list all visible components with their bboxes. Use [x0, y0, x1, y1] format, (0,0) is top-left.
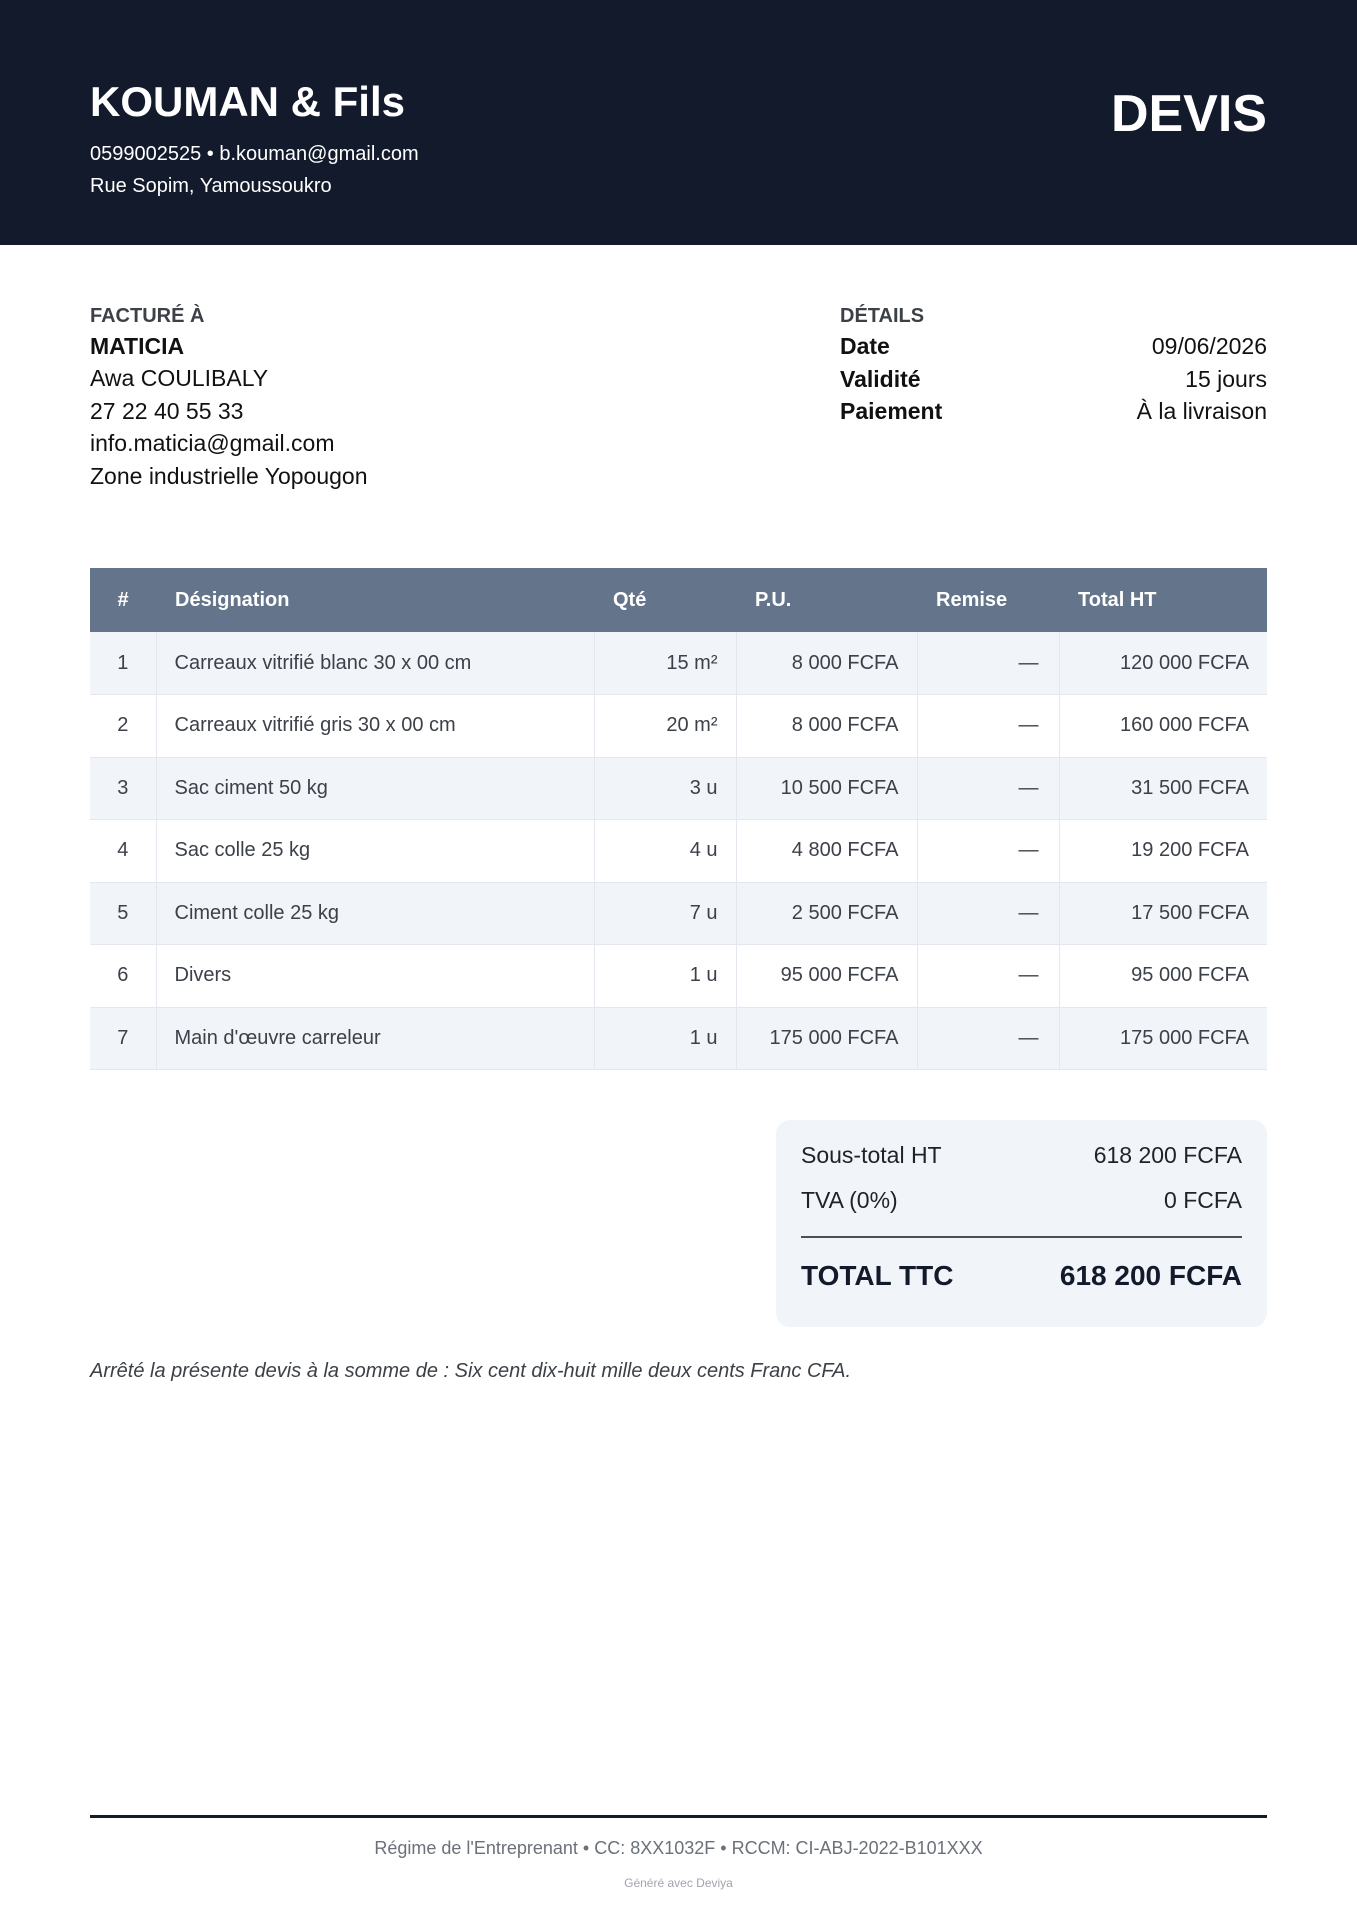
- row-designation: Carreaux vitrifié gris 30 x 00 cm: [156, 695, 594, 758]
- subtotal-label: Sous-total HT: [801, 1142, 942, 1168]
- client-name: MATICIA: [90, 333, 185, 359]
- table-row: [90, 695, 1267, 758]
- column-header-total: Total HT: [1078, 588, 1157, 611]
- row-unit-price: 8 000 FCFA: [736, 632, 917, 695]
- tax-label: TVA (0%): [801, 1187, 898, 1213]
- details-label: DÉTAILS: [840, 305, 925, 327]
- row-unit-price: 10 500 FCFA: [736, 757, 917, 820]
- detail-key: Paiement: [840, 398, 943, 424]
- row-quantity: 3 u: [594, 757, 736, 820]
- table-row: [90, 882, 1267, 945]
- row-discount: —: [917, 757, 1059, 820]
- row-quantity: 4 u: [594, 820, 736, 883]
- row-designation: Sac ciment 50 kg: [156, 757, 594, 820]
- table-row: [90, 945, 1267, 1008]
- bill-to-section: [90, 302, 590, 492]
- row-number: 2: [90, 695, 156, 758]
- totals-box: [776, 1120, 1267, 1327]
- row-designation: Main d'œuvre carreleur: [156, 1007, 594, 1070]
- company-address: Rue Sopim, Yamoussoukro: [90, 175, 332, 197]
- row-total: 31 500 FCFA: [1059, 757, 1267, 820]
- row-discount: —: [917, 945, 1059, 1008]
- row-designation: Sac colle 25 kg: [156, 820, 594, 883]
- row-discount: —: [917, 632, 1059, 695]
- row-designation: Ciment colle 25 kg: [156, 882, 594, 945]
- footer-generated-note: Généré avec Deviya: [624, 1876, 733, 1890]
- row-discount: —: [917, 1007, 1059, 1070]
- grand-total-value: 618 200 FCFA: [1059, 1260, 1242, 1291]
- row-designation: Divers: [156, 945, 594, 1008]
- row-discount: —: [917, 882, 1059, 945]
- row-quantity: 20 m²: [594, 695, 736, 758]
- document-header: [0, 0, 1357, 245]
- amount-in-words: Arrêté la présente devis à la somme de : Six cent dix-huit mille deux cents Franc CFA.: [90, 1360, 852, 1382]
- client-contact-name: Awa COULIBALY: [90, 365, 269, 391]
- details-section: [840, 302, 1267, 428]
- company-name: KOUMAN & Fils: [90, 78, 405, 125]
- row-quantity: 15 m²: [594, 632, 736, 695]
- subtotal-row: [801, 1142, 1242, 1169]
- items-table: [90, 568, 1267, 1070]
- row-discount: —: [917, 695, 1059, 758]
- detail-row-date: [840, 330, 1267, 363]
- detail-row-payment: [840, 395, 1267, 428]
- column-header-discount: Remise: [936, 588, 1008, 611]
- column-header-unit-price: P.U.: [755, 588, 792, 611]
- tax-value: 0 FCFA: [1164, 1187, 1242, 1213]
- detail-key: Date: [840, 333, 890, 359]
- column-header-number: #: [117, 588, 129, 611]
- detail-value: 09/06/2026: [1151, 333, 1267, 359]
- row-designation: Carreaux vitrifié blanc 30 x 00 cm: [156, 632, 594, 695]
- subtotal-value: 618 200 FCFA: [1093, 1142, 1242, 1168]
- table-row: [90, 757, 1267, 820]
- totals-divider: [801, 1236, 1242, 1238]
- items-table-container: [90, 568, 1267, 1070]
- client-phone: 27 22 40 55 33: [90, 397, 244, 424]
- row-quantity: 1 u: [594, 945, 736, 1008]
- row-number: 7: [90, 1007, 156, 1070]
- document-type-title: DEVIS: [1110, 85, 1267, 143]
- footer-legal-info: Régime de l'Entreprenant • CC: 8XX1032F • RCCM: CI-ABJ-2022-B101XXX: [374, 1838, 983, 1858]
- client-address: Zone industrielle Yopougon: [90, 462, 368, 489]
- column-header-quantity: Qté: [613, 588, 647, 611]
- bill-to-label: FACTURÉ À: [90, 305, 205, 327]
- table-header-row: [90, 568, 1267, 632]
- row-unit-price: 4 800 FCFA: [736, 820, 917, 883]
- row-number: 5: [90, 882, 156, 945]
- row-total: 175 000 FCFA: [1059, 1007, 1267, 1070]
- row-discount: —: [917, 820, 1059, 883]
- row-number: 1: [90, 632, 156, 695]
- row-total: 120 000 FCFA: [1059, 632, 1267, 695]
- row-quantity: 1 u: [594, 1007, 736, 1070]
- column-header-designation: Désignation: [175, 588, 290, 611]
- detail-value: À la livraison: [1136, 398, 1267, 424]
- row-number: 4: [90, 820, 156, 883]
- detail-key: Validité: [840, 365, 921, 392]
- table-row: [90, 820, 1267, 883]
- detail-value: 15 jours: [1185, 365, 1267, 392]
- grand-total-row: [801, 1260, 1242, 1292]
- row-number: 6: [90, 945, 156, 1008]
- row-quantity: 7 u: [594, 882, 736, 945]
- row-total: 160 000 FCFA: [1059, 695, 1267, 758]
- row-unit-price: 2 500 FCFA: [736, 882, 917, 945]
- client-email: info.maticia@gmail.com: [90, 430, 335, 456]
- row-unit-price: 8 000 FCFA: [736, 695, 917, 758]
- company-contact: 0599002525 • b.kouman@gmail.com: [90, 143, 419, 165]
- row-total: 17 500 FCFA: [1059, 882, 1267, 945]
- row-unit-price: 175 000 FCFA: [736, 1007, 917, 1070]
- detail-row-validity: [840, 363, 1267, 396]
- tax-row: [801, 1187, 1242, 1214]
- table-row: [90, 632, 1267, 695]
- row-unit-price: 95 000 FCFA: [736, 945, 917, 1008]
- row-total: 19 200 FCFA: [1059, 820, 1267, 883]
- table-row: [90, 1007, 1267, 1070]
- grand-total-label: TOTAL TTC: [801, 1260, 954, 1291]
- row-total: 95 000 FCFA: [1059, 945, 1267, 1008]
- footer-divider: [90, 1815, 1267, 1818]
- row-number: 3: [90, 757, 156, 820]
